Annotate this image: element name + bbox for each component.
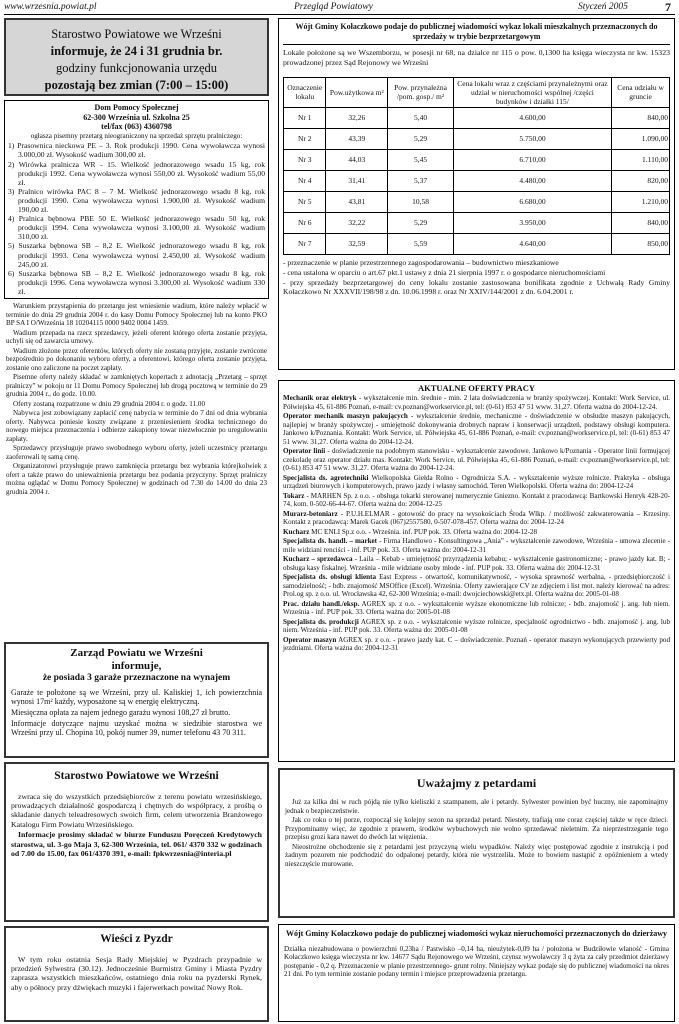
list-item — [283, 510, 670, 527]
table-row — [284, 191, 670, 212]
offer-name: Kucharz — [283, 527, 310, 536]
header-title: Przegląd Powiatowy — [294, 2, 373, 12]
list-item — [283, 492, 670, 509]
fireworks-warning — [278, 768, 675, 918]
garage-title-3: że posiada 3 garaże przeznaczone na wynajem — [42, 673, 231, 684]
header-website: www.wrzesnia.powiat.pl — [4, 2, 97, 12]
lease-title: Wójt Gminy Kołaczkowo podaje do publicznej wiadomości wykaz nieruchomości przeznaczonych do dzierżawy — [285, 929, 668, 938]
job-offers — [278, 380, 675, 762]
offer-name: Operator linii — [283, 447, 326, 456]
apartments-title: Wójt Gminy Kołaczkowo podaje do publicznej wiadomości wykaz lokali mieszkalnych przeznaczonych do sprzedaży w trybie bezprzetargowym — [295, 22, 658, 41]
garage-title-2: informuje, — [111, 660, 162, 673]
offer-text: - doświadczenie na podobnym stanowisku - wykształcenie zawodowe. Jankowo k/Poznania - Operator linii formującej czekoladę oraz operator działu mas. Kontakt: Work Service, ul. Półwiejska 45, 61-886 Poznań, e-mail: cv.poznan@workservice.pl, tel: (0-61) 853 47 51 www. 31,27. Oferta ważna do 2004-12-24. — [283, 447, 670, 473]
col-header: Pow. przynależna /pom. gosp./ m² — [388, 77, 454, 107]
col-header: Oznaczenie lokalu — [284, 77, 326, 107]
cell: 5,29 — [388, 128, 454, 149]
offer-text: East Express - otwartość, komunikatywność, - wysoka sprawność werbalna, - przedsiębiorczość i samodzielność; - bdb. znajomość MSOffice (Excel). Września. Oferty zawierające CV ze zdjęciem i list mot. należy kierować na adres: Prol.og sp. z o.o. ul. Wrocławska 42, 62-300 Września; e-mail: dwojciechowski@etx.pl. Oferta ważna do: 2005-01-08 — [283, 573, 670, 599]
pyzdry-news — [4, 926, 269, 1022]
business-catalog-notice — [4, 762, 269, 922]
dps-item: 5) Suszarka bębnowa SB – 8,2 E. Wielkość jednorazowego wsadu 8 kg, rok produkcji 1993. Cena wywoławcza wynosi 2.450,00 zł. Wysokość wadium 245,00 zł. — [8, 241, 265, 269]
offer-text: AGREX sp. z o.o. - prawo jazdy kat. C – doświadczenie. Poznań - operator maszyn wykonujących przewierty pod jezdniami. Oferta ważna do: 2004-12-31 — [283, 635, 670, 653]
note: - przeznaczenie w planie przestrzennego zagospodarowania – budownictwo mieszkaniowe — [283, 257, 559, 267]
apartments-intro: Lokale położone są we Wszemborzu, w posesji nr 68, na działce nr 115 o pow. 0,1300 ha księga wieczysta nr kw. 15323 prowadzonej przez Sąd Rejonowy we Wrześni — [283, 48, 670, 67]
cell: 6.680,00 — [453, 191, 611, 212]
dps-paragraph: Oferty zostaną rozpatrzone w dniu 29 grudnia 2004 r. o godz. 11.00 — [13, 399, 206, 408]
cell: 4.480,00 — [453, 170, 611, 191]
table-row — [284, 233, 670, 254]
lease-notice — [278, 924, 675, 1022]
cell: 5,45 — [388, 149, 454, 170]
list-item — [283, 412, 670, 446]
cell: 840,00 — [612, 212, 670, 233]
apartments-table — [283, 77, 670, 255]
header-date: Styczeń 2005 — [578, 2, 628, 12]
fireworks-text-2: Jak co roku o tej porze, rozpoczął się kolejny sezon na sprzedaż petard. Niestety, trafiają one coraz częściej także w ręce dzieci. Przypominamy więc, że zgodnie z prawem, środków wybuchowych nie wolno sprzedawać nieletnim. Za nieprzestrzeganie tego przepisu grozi kara nawet do dwóch lat więzienia. — [285, 816, 668, 842]
offer-name: Specjalista ds. agrotechniki — [283, 473, 369, 482]
job-offers-title: AKTUALNE OFERTY PRACY — [418, 383, 535, 393]
list-item — [283, 394, 670, 411]
page-header — [4, 0, 675, 15]
cell: Nr 7 — [284, 233, 326, 254]
table-row — [284, 107, 670, 128]
cell: 5,29 — [388, 212, 454, 233]
table-row — [284, 170, 670, 191]
offer-name: Specjalista ds. produkcji — [283, 617, 359, 626]
list-item — [283, 618, 670, 635]
cell: Nr 4 — [284, 170, 326, 191]
dps-item: 3) Pralnico wirówka PAC 8 – 7 M. Wielkość jednorazowego wsadu 8 kg, rok produkcji 1990. Cena wywoławcza wynosi 1.900,00 zł. Wysokość wadium 190,00 zł. — [8, 186, 265, 215]
dps-paragraph: Wadium przepada na rzecz sprzedawcy, jeżeli oferent którego oferta zostanie przyjęta, uchyli się od zawarcia umowy. — [6, 328, 267, 346]
offer-text: - wykształcenie min. średnie - min. 2 lata doświadczenia w branży spożywczej. Kontakt: Work Service, ul. Półwiejska 45, 61-886 Poznań, e-mail: cv.poznan@workservice.pl, tel: (0-61) 853 47 51 www. 31,27. Oferta ważna do 2004-12-24. — [283, 394, 670, 411]
garage-title-1: Zarząd Powiatu we Wrześni — [70, 647, 203, 659]
list-item — [283, 474, 670, 491]
offer-text: - Laila – Kebab - umiejętność przyrządzenia kebabu; - wykształcenie gastronomiczne; - prawo jazdy kat. B; - obsługa kasy fiskalnej. Września - mile widziane osoby młode - inf. PUP pok. 33. Oferta ważna do: 2004-12-31 — [283, 555, 670, 572]
cell: 6.710,00 — [453, 149, 611, 170]
dps-paragraph: Warunkiem przystąpienia do przetargu jest wniesienie wadium, które należy wpłacić w terminie do dnia 29 grudnia 2004 r. do kasy Domu Pomocy Społecznej lub na konto PKO BP SA I O/Września 18 10204115 0000 9402 0004 1459. — [6, 302, 267, 328]
cell: 10,58 — [388, 191, 454, 212]
catalog-title: Starostwo Powiatowe we Wrześni — [54, 770, 219, 782]
cell: Nr 2 — [284, 128, 326, 149]
offer-text: AGREX sp. z o.o. - wykształcenie wyższe rolnicze, specjalność ogrodnictwo - bdb. znajomość j. ang. lub niem. Września - inf. PUP pok. 33. Oferta ważna do: 2005-01-08 — [283, 617, 670, 635]
dps-item: 4) Pralnica bębnowa PBE 50 E. Wielkość jednorazowego wsadu 50 kg, rok produkcji 1994. Cena wywoławcza wynosi 3.100,00 zł. Wysokość wadium 310,00 zł. — [8, 214, 265, 242]
job-offers-list — [283, 394, 670, 653]
cell: Nr 5 — [284, 191, 326, 212]
dps-items — [8, 141, 265, 296]
dps-paragraph: Wadium złożone przez oferentów, których oferty nie zostaną przyjęte, zostanie zwrócone bezpośrednio po dokonaniu wyboru oferty, a oferentowi, którego oferta zostanie przyjęta, zostanie ono zaliczone na poczet zapłaty. — [6, 346, 267, 372]
notice-line-3: godziny funkcjonowania urzędu — [55, 60, 218, 75]
cell: 43,39 — [326, 128, 388, 149]
dps-intro: ogłasza pisemny przetarg nieograniczony na sprzedaż sprzętu pralniczego: — [30, 131, 243, 140]
offer-text: - P.U.H.ELMAR - gotowość do pracy na wysokościach Środa Wlkp. / możliwość zakwaterowania – Krzesiny. Kontakt z pracodawcą: Marek Gacek (067)2557580, 0-507-078-457. Oferta ważna do: 2004-12-24 — [283, 509, 670, 527]
offer-name: Kucharz – sprzedawca — [283, 555, 353, 564]
cell: 5,40 — [388, 107, 454, 128]
fireworks-text-3: Nieostrożne obchodzenie się z petardami jest przyczyną wielu wypadków. Należy więc postępować zgodnie z instrukcją i pod żadnym pozorem nie podchodzić do odpalonej petardy, która nie wystrzeliła. Może to bowiem nastąpić z opóźnieniem a wtedy nieszczęście murowane. — [285, 842, 668, 868]
catalog-text-2: Informacje prosimy składać w biurze Funduszu Poręczeń Kredytowych starostwa, ul. 3-go Maja 3, 62-300 Września, tel. 061/ 4370 332 w godzinach od 7.00 do 15.00, fax 061/4370 391, e-mail: fpkwrzesnia@interia.pl — [11, 830, 262, 858]
garage-text-2: Miesięczna opłata za najem jednego garażu wynosi 108,27 zł brutto. — [11, 707, 231, 717]
dps-item: 6) Suszarka bębnowa SB – 8,2 E. Wielkość jednorazowego wsadu 8 kg, rok produkcji 1996. Cena wywoławcza wynosi 3.300,00 zł. Wysokość wadium 330 zł. — [8, 268, 265, 297]
cell: 840,00 — [612, 107, 670, 128]
offer-text: - Firma Handlowo - Konsultingowa „Ania” - wykształcenie zawodowe, Września - umowa zlecenie - mile widziani renciści - inf. PUP pok. 33. Oferta ważna do: 2004-12-31 — [283, 537, 670, 554]
fireworks-title: Uważajmy z petardami — [416, 776, 537, 790]
offer-name: Specjalista ds. obsługi klienta — [283, 573, 376, 582]
cell: 3.950,00 — [453, 212, 611, 233]
list-item — [283, 447, 670, 473]
dps-item: 2) Wirówka pralnicza WR - 15. Wielkość jednorazowego wsadu 15 kg, rok produkcji 1992. Cena wywoławcza wynosi 550,00 zł. Wysokość wadium 55,00 zł. — [8, 159, 265, 187]
dps-head-3: tel/fax (063) 4360798 — [101, 122, 172, 132]
list-item — [283, 555, 670, 572]
cell: 32,22 — [326, 212, 388, 233]
apartments-sale-notice — [278, 18, 675, 370]
col-header: Pow.użytkowa m² — [326, 77, 388, 107]
cell: 44,03 — [326, 149, 388, 170]
garage-text-3: Informacje dotyczące najmu uzyskać można w siedzibie starostwa we Wrześni przy ul. Chopina 10, pokój numer 39, numer telefonu 43 70 311. — [11, 718, 262, 738]
cell: Nr 3 — [284, 149, 326, 170]
notice-line-4: pozostają bez zmian (7:00 – 15:00) — [44, 77, 229, 92]
offer-name: Operator mechanik maszyn pakujących — [283, 412, 408, 421]
cell: 1.090,00 — [612, 128, 670, 149]
col-header: Cena udziału w gruncie — [612, 77, 670, 107]
cell: 850,00 — [612, 233, 670, 254]
dps-paragraph: Sprzedawcy przysługuje prawo swobodnego wyboru oferty, jeżeli uczestnicy przetargu zaoferowali tę samą cenę. — [6, 444, 267, 461]
cell: Nr 6 — [284, 212, 326, 233]
offer-text: - wykształcenie średnie, mechaniczne - doświadczenie w obsłudze maszyn pakujących, najlepiej w branży spożywczej - umiejętność dokonywania drobnych napraw i konserwacji urządzeń, podstawy obsługi komputera. Jankowo k/Poznania. Kontakt: Work Service, ul. Półwiejska 45, 61-886 Poznań, e-mail: cv.poznan@workservice.pl, tel: (0-61) 853 47 51 www. 31,27. Oferta ważna do 2004-12-24. — [283, 412, 670, 446]
apartments-notes — [283, 258, 670, 296]
pyzdry-title: Wieści z Pyzdr — [100, 933, 173, 945]
garage-rental-notice — [4, 642, 269, 758]
cell: 43,81 — [326, 191, 388, 212]
notice-line-2: informuje, że 24 i 31 grudnia br. — [50, 43, 223, 58]
offer-text: MC ENLI Sp.z o.o. - Września. inf. PUP pok. 33. Oferta ważna do: 2004-12-28 — [309, 527, 538, 536]
cell: Nr 1 — [284, 107, 326, 128]
page-number: 7 — [665, 0, 671, 14]
office-hours-notice — [4, 18, 269, 96]
dps-item: 1) Prasownica nieckowa PE – 3. Rok produkcji 1990. Cena wywoławcza wynosi 3.000,00 zł. Wysokość wadium 300,00 zł. — [8, 141, 265, 160]
dps-paragraph: Nabywca jest zobowiązany zapłacić cenę nabycia w terminie do 7 dni od dnia wybrania oferty. Nabywca poniesie koszty związane z przeniesieniem środka technicznego do nowego miejsca przeznaczenia i odbierze zakupiony towar niezwłocznie po uregulowaniu zapłaty. — [6, 409, 267, 443]
lease-text: Działka niezabudowana o powierzchni 0,23ha / Pastwisko –0,14 ha, nieużytek-0,09 ha / położona w Budziłowie właność - Gmina Kołaczkowo księga wieczysta nr kw. 14677 Sądu Rejonowego we Wrześni, czynsz wywoławczy 3 q żyta za cały przedmiot dzierżawy postępanie - 0,2 q. Przeznaczenie w planie przestrzennego- grunt rolny. Niniejszy wykaz podaje się do publicznej wiadomości na okres 21 dni. Po tym terminie zostanie podany termin i miejsce przeprowadzenia przetargu. — [284, 944, 669, 979]
list-item — [283, 537, 670, 554]
note: - cena ustalona w oparciu o art.67 pkt.1 ustawy z dnia 21 sierpnia 1997 r. o gospodarce nieruchomościami — [283, 267, 606, 277]
list-item — [283, 600, 670, 617]
cell: 1.110,00 — [612, 149, 670, 170]
offer-text: AGREX sp. z o.o. - wykształcenie wyższe ekonomiczne lub rolnicze; - bdb. znajomość j. ang. lub niem. Września - inf. PUP pok. 33. Oferta ważna do: 2005-01-08 — [283, 599, 670, 617]
notice-line-1: Starostwo Powiatowe we Wrześni — [51, 27, 222, 41]
cell: 1.210,00 — [612, 191, 670, 212]
list-item — [283, 528, 670, 537]
dps-paragraph: Organizatorowi przysługuje prawo zamknięcia przetargu bez wybrania którejkolwiek z ofert a także prawo do unieważnienia przetargu bez podania przyczyny. Sprzęt pralniczy można oglądać w Domu Pomocy Społecznej w godzinach od 7.30 do 14.00 do dnia 23 grudnia 2004 r. — [6, 462, 267, 496]
cell: 4.640,00 — [453, 233, 611, 254]
offer-text: Wielkopolska Giełda Rolno - Ogrodnicza S.A. - wykształcenie wyższe rolnicze. Praktyka - obsługa urządzeń biurowych i komputerowych, prawo jazdy i własny samochód. Teren Wielkopolski. Oferta ważna do: 2004-12-24 — [283, 473, 670, 491]
offer-name: Murarz-betoniarz — [283, 509, 338, 518]
cell: 31,41 — [326, 170, 388, 191]
table-row — [284, 149, 670, 170]
cell: 5,59 — [388, 233, 454, 254]
offer-name: Mechanik oraz elektryk — [283, 394, 357, 403]
cell: 32,59 — [326, 233, 388, 254]
offer-text: - MARHEN Sp. z o.o. - obsługa tokarki sterowanej numerycznie Gniezno. Kontakt z pracodawcą: Bartkowski Henryk 428-20-74, kom. 0-502-66-44-67. Oferta ważna do: 2004-12-25 — [283, 491, 670, 509]
cell: 5,37 — [388, 170, 454, 191]
table-row — [284, 128, 670, 149]
cell: 5.750,00 — [453, 128, 611, 149]
offer-name: Tokarz — [283, 491, 305, 500]
dps-tender — [4, 100, 269, 638]
garage-text-1: Garaże te położone są we Wrześni, przy ul. Kaliskiej 1, ich powierzchnia wynosi 17m² każdy, wyposażone są w energię elektryczną. — [11, 687, 262, 707]
offer-name: Specjalista ds. handl. – market — [283, 537, 378, 546]
cell: 820,00 — [612, 170, 670, 191]
list-item — [283, 636, 670, 653]
catalog-text-1: zwraca się do wszystkich przedsiębiorców z terenu powiatu wrzesińskiego, prowadzących działalność gospodarczą i chętnych do współpracy, z prośbą o składanie danych teleadresowych swoich firm, celem utworzenia Branżowego Katalogu Firm Powiatu Wrzesińskiego. — [11, 791, 262, 829]
dps-paragraph: Pisemne oferty należy składać w zamkniętych kopertach z adnotacją „Przetarg – sprzęt pralniczy” w pokoju nr 11 Domu Pomocy Społecznej lub drogą pocztową w terminie do 29 grudnia 2004 r., do godz. 10.00. — [6, 373, 267, 399]
table-row — [284, 212, 670, 233]
note: - przy sprzedaży bezprzetargowej do ceny lokalu zostanie zastosowana bonifikata zgodnie z Uchwałą Rady Gminy Kołaczkowo Nr XXXVII/198/98 z dn. 10.06.1998 r. oraz Nr XXIV/144/2001 z dn. 6.04.2001 r. — [283, 278, 670, 297]
list-item — [283, 573, 670, 599]
fireworks-text-1: Już za kilka dni w ruch pójdą nie tylko kieliszki z szampanem, ale i petardy. Sylwester powinien być huczny, nie zapominajmy jednak o bezpieczeństwie. — [285, 798, 668, 815]
cell: 32,26 — [326, 107, 388, 128]
dps-head-1: Dom Pomocy Społecznej — [94, 103, 179, 112]
cell: 4.600,00 — [453, 107, 611, 128]
pyzdry-text: W tym roku ostatnia Sesja Rady Miejskiej w Pyzdrach przypadnie w przedzień Sylwestra (30.12). Jednocześnie Burmistrz Gminy i Miasta Pyzdry zaprasza wszystkich mieszkańców, ostatniego dnia roku na pyzderski Rynek, aby o północy przy dźwiękach muzyki i fajerwerkach powitać Nowy Rok. — [11, 954, 262, 992]
offer-name: Operator maszyn — [283, 635, 337, 644]
dps-head-2: 62-300 Września ul. Szkolna 25 — [83, 112, 190, 122]
offer-name: Prac. działu handl./eksp. — [283, 599, 360, 608]
col-header: Cena lokalu wraz z częściami przynależnymi oraz udział w nieruchomości wspólnej /części budynków i działki 115/ — [453, 77, 611, 107]
